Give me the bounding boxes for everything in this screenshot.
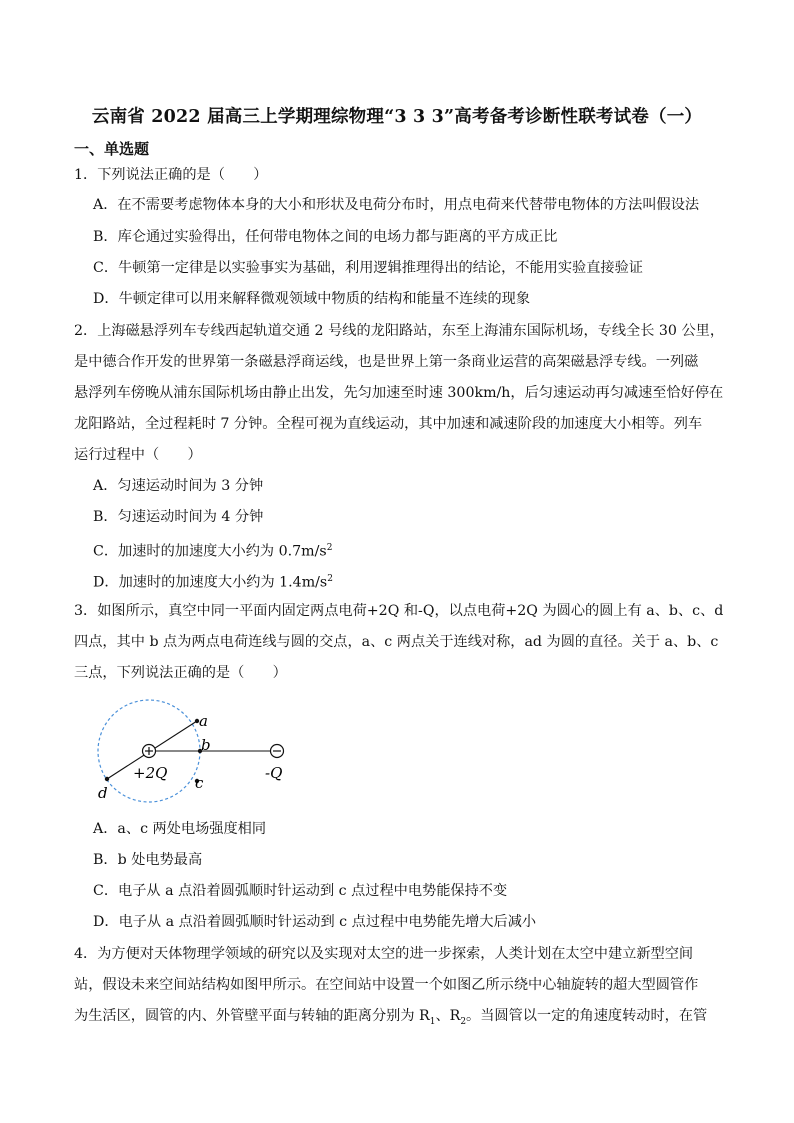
charge-circle-figure (88, 698, 308, 808)
label-negative-charge: -Q (265, 764, 283, 782)
label-a: a (199, 712, 208, 730)
q2-option-c-text: C．加速时的加速度大小约为 0.7m/s (93, 543, 327, 560)
q2-stem-line-5: 运行过程中（ ） (74, 447, 202, 463)
q1-stem: 1．下列说法正确的是（ ） (74, 167, 268, 183)
q2-stem-line-3: 悬浮列车傍晚从浦东国际机场由静止出发，先匀加速至时速 300km/h，后匀速运动再匀减速至恰好停在 (74, 385, 724, 401)
q2-option-d-exponent: 2 (327, 574, 333, 584)
q2-stem-line-4: 龙阳路站，全过程耗时 7 分钟。全程可视为直线运动，其中加速和减速阶段的加速度大小相等。列车 (74, 416, 703, 432)
q3-option-d: D．电子从 a 点沿着圆弧顺时针运动到 c 点过程中电势能先增大后减小 (93, 914, 537, 930)
section-heading: 一、单选题 (74, 140, 150, 158)
q3-option-b: B．b 处电势最高 (93, 852, 203, 868)
point-d-dot (105, 777, 109, 781)
q1-option-b: B．库仑通过实验得出，任何带电物体之间的电场力都与距离的平方成正比 (93, 229, 558, 245)
q4-line-3-sep: 、R (435, 1008, 461, 1024)
q4-stem-line-1: 4．为方便对天体物理学领域的研究以及实现对太空的进一步探索，人类计划在太空中建立新型空间 (74, 946, 694, 962)
q2-option-c-exponent: 2 (326, 543, 333, 553)
label-c: c (195, 774, 204, 792)
q3-option-c: C．电子从 a 点沿着圆弧顺时针运动到 c 点过程中电势能保持不变 (93, 883, 508, 899)
q2-option-a: A．匀速运动时间为 3 分钟 (93, 478, 264, 494)
q3-option-a: A．a、c 两处电场强度相同 (93, 821, 267, 837)
q4-r2-subscript: 2 (460, 1016, 467, 1027)
q2-option-c (93, 538, 332, 562)
q2-option-b: B．匀速运动时间为 4 分钟 (93, 509, 264, 525)
q3-stem-line-1: 3．如图所示，真空中同一平面内固定两点电荷+2Q 和-Q，以点电荷+2Q 为圆心的圆上有 a、b、c、d (74, 603, 724, 619)
q4-stem-line-3 (74, 1006, 707, 1032)
q4-line-3-part-1: 为生活区，圆管的内、外管壁平面与转轴的距离分别为 R (74, 1008, 430, 1024)
label-positive-charge: +2Q (133, 764, 168, 782)
label-b: b (201, 736, 211, 754)
q1-option-c: C．牛顿第一定律是以实验事实为基础，利用逻辑推理得出的结论，不能用实验直接验证 (93, 260, 643, 276)
q1-option-a: A．在不需要考虑物体本身的大小和形状及电荷分布时，用点电荷来代替带电物体的方法叫假设法 (93, 197, 700, 213)
q4-line-3-part-2: 。当圆管以一定的角速度转动时，在管 (466, 1008, 708, 1024)
exam-title: 云南省 2022 届高三上学期理综物理“3 3 3”高考备考诊断性联考试卷（一） (91, 107, 703, 127)
q3-stem-line-3: 三点，下列说法正确的是（ ） (74, 665, 287, 681)
label-d: d (98, 784, 108, 802)
q3-stem-line-2: 四点，其中 b 点为两点电荷连线与圆的交点，a、c 两点关于连线对称，ad 为圆的直径。关于 a、b、c (74, 634, 719, 650)
q2-option-d (93, 569, 333, 593)
q2-stem-line-1: 2．上海磁悬浮列车专线西起轨道交通 2 号线的龙阳路站，东至上海浦东国际机场，专线全长 30 公里， (74, 323, 725, 339)
q4-stem-line-2: 站，假设未来空间站结构如图甲所示。在空间站中设置一个如图乙所示绕中心轴旋转的超大型圆管作 (74, 977, 699, 993)
q1-option-d: D．牛顿定律可以用来解释微观领域中物质的结构和能量不连续的现象 (93, 291, 531, 307)
q4-r1-subscript: 1 (429, 1016, 436, 1027)
q2-stem-line-2: 是中德合作开发的世界第一条磁悬浮商运线，也是世界上第一条商业运营的高架磁悬浮专线。一列磁 (74, 354, 699, 370)
q2-option-d-text: D．加速时的加速度大小约为 1.4m/s (93, 574, 328, 591)
